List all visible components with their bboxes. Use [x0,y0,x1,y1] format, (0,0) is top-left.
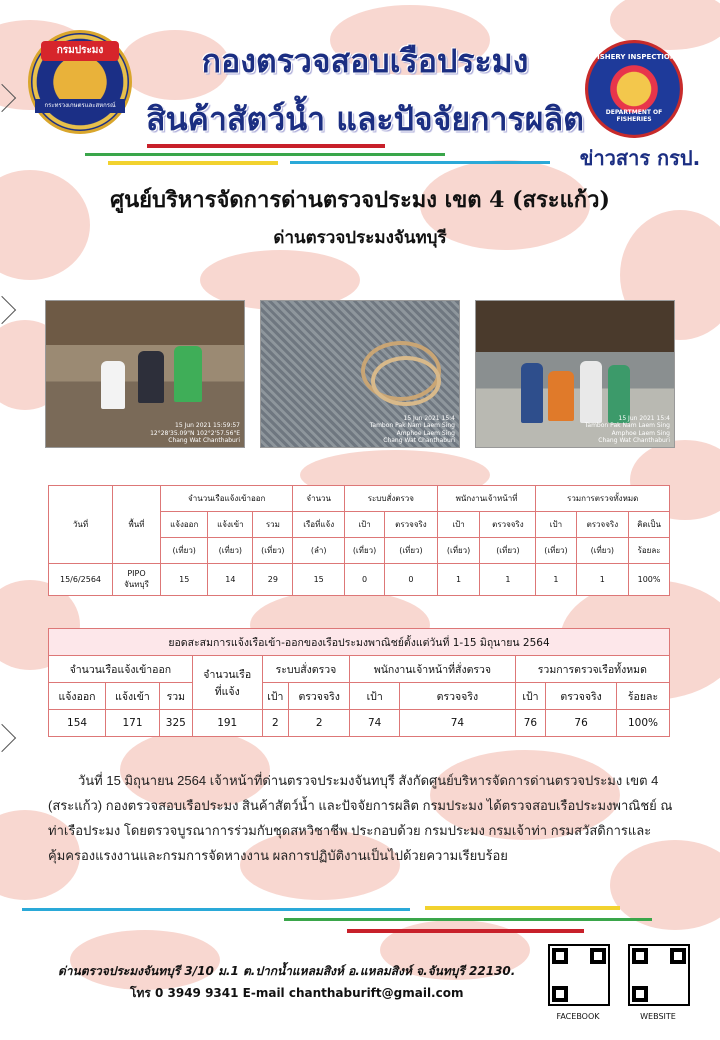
header-cell-line: ที่แจ้ง [214,685,240,698]
sub-header-cell: เป้า [350,683,400,710]
value-cell: 15 [161,564,208,596]
unit-cell: (ลำ) [293,538,344,564]
person-figure [521,363,543,423]
value-cell: 1 [536,564,576,596]
sub-header-cell: แจ้งเข้า [106,683,160,710]
value-cell: 325 [159,710,192,737]
value-cell: 0 [385,564,438,596]
divider [284,918,652,921]
header-title-line2: สินค้าสัตว์น้ำ และปัจจัยการผลิต [146,100,584,138]
value-cell: 191 [192,710,262,737]
value-cell: 1 [576,564,629,596]
chevron-right-icon [0,724,16,752]
sub-header-cell: เป้า [536,512,576,538]
cumulative-summary-table [48,628,670,737]
unit-cell: (เที่ยว) [253,538,293,564]
unit-cell: (เที่ยว) [385,538,438,564]
sub-header-cell: แจ้งเข้า [208,512,253,538]
checkpoint-subtitle: ด่านตรวจประมงจันทบุรี [273,228,447,248]
value-cell: 14 [208,564,253,596]
sub-header-cell: ตรวจจริง [546,683,617,710]
table-row [49,710,670,737]
sub-header-cell: เป้า [262,683,288,710]
footer-contact: โทร 0 3949 9341 E-mail chanthaburift@gmail.com [130,986,464,1000]
qr-eye [552,948,568,964]
person-figure [580,361,602,423]
qr-eye [632,948,648,964]
inspection-photo-2 [260,300,460,448]
value-cell: 0 [344,564,384,596]
logo-left-label: กรมประมง [41,41,119,61]
sub-header-cell: รวม [253,512,293,538]
inspection-photo-1 [45,300,245,448]
website-qr-code[interactable] [628,944,690,1006]
fishery-inspection-logo [585,40,683,138]
inspection-photo-3 [475,300,675,448]
header-cell: วันที่ [49,486,113,564]
area-cell: PIPO จันทบุรี [113,564,161,596]
unit-cell: (เที่ยว) [576,538,629,564]
unit-cell: (เที่ยว) [437,538,480,564]
header-cell: พนักงานเจ้าหน้าที่ [437,486,536,512]
sub-header-cell: คิดเป็น [629,512,670,538]
value-cell: 100% [617,710,670,737]
divider [108,161,278,165]
qr-eye [632,986,648,1002]
header-cell: ระบบสั่งตรวจ [262,656,350,683]
website-label: WEBSITE [640,1012,676,1021]
footer-address: ด่านตรวจประมงจันทบุรี 3/10 ม.1 ต.ปากน้ำแหลมสิงห์ อ.แหลมสิงห์ จ.จันทบุรี 22130. [58,964,516,978]
sub-header-cell: ตรวจจริง [480,512,536,538]
chevron-right-icon [0,296,16,324]
photo-timestamp: 15 Jun 2021 15:59:57 12°28'35.09"N 102°2'57.56"E Chang Wat Chanthaburi [150,422,240,444]
qr-eye [552,986,568,1002]
sub-header-cell: แจ้งออก [49,683,106,710]
header-cell [192,656,262,710]
sub-header-cell: เป้า [515,683,546,710]
value-cell: 76 [546,710,617,737]
divider [290,161,550,164]
daily-inspection-table [48,485,670,596]
value-cell: 154 [49,710,106,737]
value-cell: 1 [437,564,480,596]
center-title: ศูนย์บริหารจัดการด่านตรวจประมง เขต 4 (สระแก้ว) [110,187,610,213]
value-cell: 1 [480,564,536,596]
divider [85,153,445,156]
value-cell: 29 [253,564,293,596]
logo-left-sub: กระทรวงเกษตรและสหกรณ์ [35,99,125,113]
photo-timestamp: 15 Jun 2021 15:4 Tambon Pak Nam Laem Sing Amphoe Laem Sing Chang Wat Chanthaburi [369,415,455,444]
value-cell: 2 [289,710,350,737]
sub-header-cell: เป้า [344,512,384,538]
header-cell: จำนวนเรือแจ้งเข้าออก [161,486,293,512]
header-cell-line: จำนวนเรือ [203,668,252,681]
header-title-line1: กองตรวจสอบเรือประมง [201,42,529,80]
rope-coil [371,356,441,406]
sub-header-cell: เรือที่แจ้ง [293,512,344,538]
summary-title: ยอดสะสมการแจ้งเรือเข้า-ออกของเรือประมงพาณิชย์ตั้งแต่วันที่ 1-15 มิถุนายน 2564 [49,629,670,656]
sub-header-cell: ตรวจจริง [289,683,350,710]
table-row [49,564,670,596]
person-figure [138,351,164,403]
value-cell: 74 [400,710,516,737]
value-cell: 171 [106,710,160,737]
sub-header-cell: รวม [159,683,192,710]
sub-header-cell: ตรวจจริง [385,512,438,538]
qr-eye [590,948,606,964]
unit-cell: (เที่ยว) [536,538,576,564]
divider [22,908,410,911]
news-tag: ข่าวสาร กรป. [579,146,701,170]
sub-header-cell: เป้า [437,512,480,538]
divider [347,929,584,933]
report-paragraph: วันที่ 15 มิถุนายน 2564 เจ้าหน้าที่ด่านตรวจประมงจันทบุรี สังกัดศูนย์บริหารจัดการด่านตรวจประมง เขต 4 (สระแก้ว) กองตรวจสอบเรือประมง สินค้าสัตว์น้ำ และปัจจัยการผลิต กรมประมง ได้ตรวจสอบเรือประมงพาณิชย์ ณ ท่าเรือประมง โดยตรวจบูรณาการร่วมกับชุดสหวิชาชีพ ประกอบด้วย กรมประมง กรมเจ้าท่า กรมสวัสดิการและคุ้มครองแรงงานและกรมการจัดหางงาน ผลการปฏิบัติงานเป็นไปด้วยความเรียบร้อย [48,773,673,863]
header-cell: รวมการตรวจทั้งหมด [536,486,670,512]
header-cell: จำนวนเรือแจ้งเข้าออก [49,656,193,683]
date-cell: 15/6/2564 [49,564,113,596]
sub-header-cell: ตรวจจริง [400,683,516,710]
divider [425,906,620,910]
logo-right-label: FISHERY INSPECTION [592,53,676,61]
header-cell: พื้นที่ [113,486,161,564]
person-figure [174,346,202,402]
divider [147,144,385,148]
unit-cell: (เที่ยว) [208,538,253,564]
value-cell: 15 [293,564,344,596]
value-cell: 76 [515,710,546,737]
facebook-qr-code[interactable] [548,944,610,1006]
header-cell: รวมการตรวจเรือทั้งหมด [515,656,669,683]
qr-eye [670,948,686,964]
value-cell: 74 [350,710,400,737]
sub-header-cell: แจ้งออก [161,512,208,538]
sub-header-cell: ร้อยละ [617,683,670,710]
header-cell: พนักงานเจ้าหน้าที่สั่งตรวจ [350,656,515,683]
unit-cell: (เที่ยว) [161,538,208,564]
sub-header-cell: ตรวจจริง [576,512,629,538]
logo-right-sub: DEPARTMENT OF FISHERIES [605,109,663,123]
unit-cell: (เที่ยว) [480,538,536,564]
header-cell: ระบบสั่งตรวจ [344,486,437,512]
photo-timestamp: 15 Jun 2021 15:4 Tambon Pak Nam Laem Sing Amphoe Laem Sing Chang Wat Chanthaburi [584,415,670,444]
department-of-fisheries-logo [28,30,132,134]
bg-blob [70,930,220,990]
value-cell: 2 [262,710,288,737]
value-cell: 100% [629,564,670,596]
person-figure [101,361,125,409]
unit-cell: ร้อยละ [629,538,670,564]
facebook-label: FACEBOOK [556,1012,600,1021]
unit-cell: (เที่ยว) [344,538,384,564]
header-cell: จำนวน [293,486,344,512]
person-figure [548,371,574,421]
